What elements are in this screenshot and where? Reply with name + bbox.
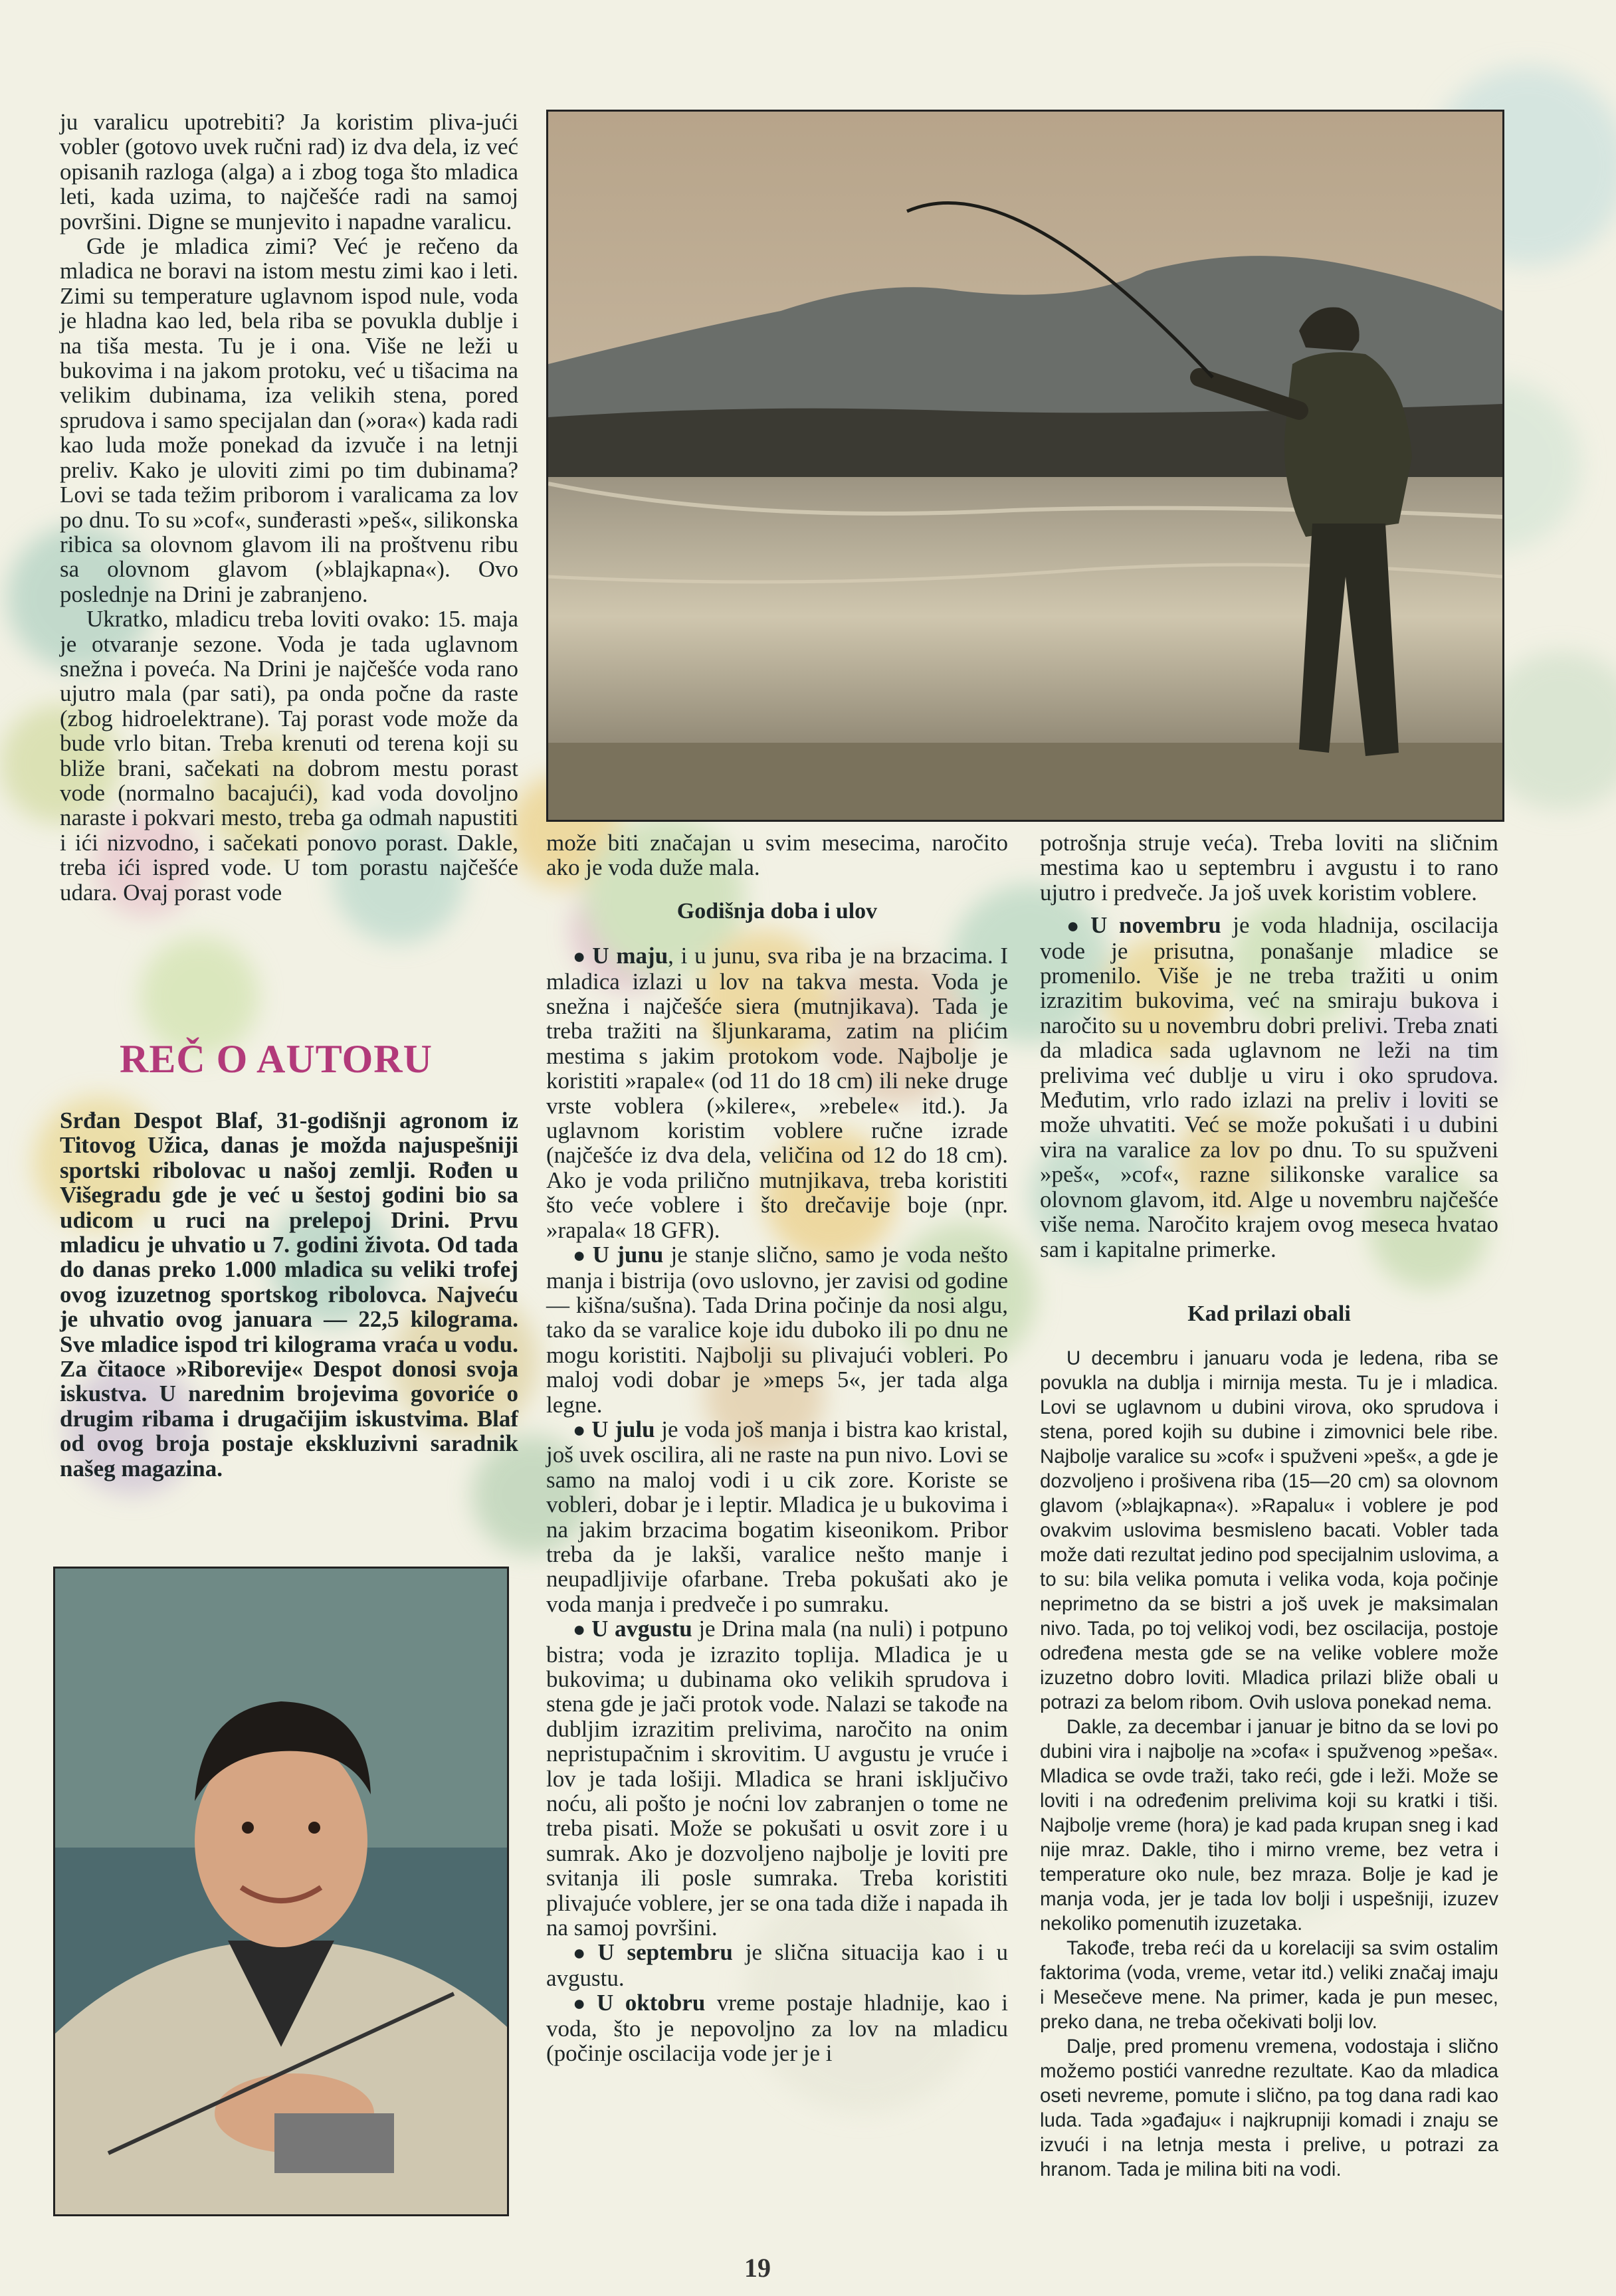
paragraph: ju varalicu upotrebiti? Ja koristim pliva-jući vobler (gotovo uvek ručni rad) iz dva dela, iz već opisanih razloga (alga) a i zbog toga što mladica leti, kada uzima, to najčešće radi na samoj površini. Digne se munjevito i napadne varalicu. (60, 109, 519, 235)
paragraph: Dakle, za decembar i januar je bitno da se lovi po dubini vira i najbolje na »cofa« i spužvenog »peša«. Mladica se ovde traži, tako reći, gde i leži. Može se loviti i na određenim prelivima koji su kratki i tiši. Najbolje vreme (hora) je kad pada krupan sneg i kad nije mraz. Dakle, tiho i mirno vreme, bez vetra i temperature oko nule, bez mraza. Bolje je kad je manja voda, jer je tada lov bolji i uspešniji, izuzev nekoliko pomenutih izuzetaka. (1040, 1716, 1498, 1935)
column3 (1040, 830, 1498, 2182)
author-section-title: REČ O AUTORU (120, 1037, 433, 1081)
paragraph: U decembru i januaru voda je ledena, riba se povukla na dublja i mirnija mesta. Tu je i mladica. Lovi se uglavnom u dubini virova, oko sprudova i stena, pored kojih su dubine i zimovnici bele ribe. Najbolje varalice su »cof« i spužveni »peš«, a gde je dozvoljeno i prošivena riba (15—20 cm) sa olovnom glavom (»blajkapna«). »Rapalu« i voblere je pod ovakvim uslovima besmisleno bacati. Vobler tada može dati rezultat jedino pod specijalnim uslovima, a to su: bila velika pomuta i velika voda, koja počinje neprimetno da se bistri a još uvek je maksimalan nivo. Tada, po toj velikoj vodi, bez oscilacija, postoje određena mesta gde se na velike voblere može izuzetno dobro loviti. Mladica prilazi bliže obali u potrazi za belom ribom. Ovih uslova ponekad nema. (1040, 1347, 1498, 1714)
bullet-icon: ● (573, 1617, 587, 1642)
month-text: je Drina mala (na nuli) i potpuno bistra; voda je izrazito toplija. Mladica je u bukovima; u dubinama oko velikih sprudova i stena gde je jači protok vode. Nalazi se takođe na dubljim izrazitim prelivima, naročito na onim nepristupačnim i skrovitim. U avgustu je vruće i lov je tada lošiji. Mladica se hrani isključivo noću, ali pošto je noćni lov zabranjen o tome ne treba pisati. Može se pokušati u osvit zore i u sumrak. Ako je dozvoljeno najbolje je loviti pre svitanja ili posle sumraka. Treba koristiti plivajuće voblere, jer se ona tada diže i napada ih na samoj površini. (546, 1616, 1009, 1941)
month-text: je voda još manja i bistra kao kristal, još uvek oscilira, ali ne raste na pun nivo. Lovi se samo na maloj vodi i u cik zore. Koriste se vobleri, dobar je i leptir. Mladica je u bukovima i na jakim brzacima bogatim kiseonikom. Pribor treba da je lakši, varalice nešto manje i neupadljivije ofarbane. Treba pokušati ako je voda manja i predveče i po sumraku. (546, 1416, 1009, 1617)
column1-top (60, 110, 518, 905)
paragraph: Dalje, pred promenu vremena, vodostaja i slično možemo postići vanredne rezultate. Kao da mladica oseti nevreme, pomute i slično, pa tog dana radi kao luda. Tada »gađaju« i najkrupniji komadi i znaju se izvući i na letnja mesta i prelive, u potrazi za hranom. Tada je milina biti na vodi. (1040, 2036, 1498, 2181)
month-label: U julu (591, 1416, 655, 1442)
author-bio: Srđan Despot Blaf, 31-godišnji agronom iz Titovog Užica, danas je možda najuspešniji sportski ribolovac u našoj zemlji. Rođen u Višegradu gde je već u šestoj godini bio sa udicom u ruci na prelepoj Drini. Prvu mladicu je uhvatio u 7. godini života. Od tada do danas preko 1.000 mladica su veliki trofej ovog izuzetnog sportskog ribolovca. Najveću je uhvatio ovog januara — 22,5 kilograma. Sve mladice ispod tri kilograma vraća u vodu. Za čitaoce »Riborevije« Despot donosi svoja iskustva. U narednim brojevima govoriće o drugim ribama i drugačijim iskustvima. Blaf od ovog broja postaje ekskluzivni saradnik našeg magazina. (60, 1107, 518, 1482)
page-number: 19 (744, 2253, 771, 2283)
month-label: U novembru (1090, 912, 1221, 939)
paragraph: može biti značajan u svim mesecima, naročito ako je voda duže mala. (546, 830, 1008, 881)
month-text: , i u junu, sva riba je na brzacima. I mladica izlazi u lov na takva mesta. Voda je snežna i najčešće siera (mutnjikava). Tada je treba tražiti na šljunkaramа, zatim na plićim mestima s jakim protokom vode. Najbolje je koristiti »rapale« (od 11 do 18 cm) ili neke druge vrste voblera (»kilere«, »rebele« itd.). Ja uglavnom koristim voblere ručne izrade (najčešće iz dva dela, veličina od 12 do 18 cm). Ako je voda prilično mutnjikava, treba koristiti što veće voblere i što drečavije boje (npr. »rapala« 18 GFR). (546, 943, 1008, 1243)
month-text: vreme postaje hladnije, kao i voda, što je nepovoljno za lov na mladicu (počinje oscilacija vode jer je i (546, 1990, 1009, 2067)
bullet-icon: ● (573, 1243, 587, 1268)
section-heading-seasons: Godišnja doba i ulov (676, 898, 878, 923)
month-paragraph (546, 1616, 1008, 1940)
month-label: U septembru (597, 1939, 733, 1966)
bullet-icon: ● (573, 1991, 592, 2016)
bullet-icon: ● (1066, 913, 1086, 938)
bullet-icon: ● (573, 944, 587, 969)
bullet-icon: ● (573, 1941, 593, 1965)
month-paragraph (546, 1940, 1008, 1990)
month-label: U oktobru (597, 1990, 706, 2016)
river-fishing-illustration (548, 112, 1502, 820)
paragraph: Ukratko, mladicu treba loviti ovako: 15. maja je otvaranje sezone. Voda je tada uglavnom snežna i poveća. Na Drini je najčešće voda rano ujutro mala (par sati), pa onda počne da raste (zbog hidroelektrane). Taj porast vode može da bude vrlo bitan. Treba krenuti od terena koji su bliže brani, sačekati na dobrom mestu porast vode (normalno bacajući), kad voda dovoljno naraste i pokvari mesto, treba ga odmah napustiti i ići nizvodno, i sačekati ponovo porast. Dakle, treba ići ispred vode. U tom porastu najčešće udara. Ovaj porast vode (60, 606, 518, 906)
month-paragraph (1040, 913, 1498, 1262)
month-text: je slična situacija kao i u avgustu. (546, 1939, 1008, 1991)
column2 (546, 830, 1008, 2066)
month-paragraph (546, 943, 1008, 1242)
paragraph: Takođe, treba reći da u korelaciji sa svim ostalim faktorima (voda, vreme, vetar itd.) veliki značaj imaju i Mesečeve mene. Na primer, kada je pun mesec, preko dana, ne treba očekivati bolji lov. (1040, 1937, 1498, 2034)
month-text: je voda hladnija, oscilacija vode je prisutna, ponašanje mladice se promenilo. Više je ne treba tražiti u onim izrazitim bukovima, već na smiraju bukova i naročito su u novembru dobri prelivi. Treba znati da mladica sada uglavnom ne leži na tim prelivima već dublje u viru i oko sprudova. Međutim, vrlo rado izlazi na preliv i loviti se može uhvatiti. Već se može pokušati i u dubini vira na varalice za lov po dnu. To su spužveni »peš«, »cof«, razne silikonske varalice sa olovnom glavom, itd. Alge u novembru najčešće više nema. Naročito krajem ovog meseca hvatao sam i kapitalne primerke. (1040, 912, 1498, 1262)
month-paragraph (546, 1242, 1008, 1417)
shore-section-body (1040, 1346, 1498, 2182)
paragraph: potrošnja struje veća). Treba loviti na sličnim mestima kao u septembru i avgustu i to rano ujutro i predveče. Ja još uvek koristim voblere. (1040, 830, 1498, 906)
bullet-icon: ● (573, 1417, 587, 1442)
month-label: U maju (592, 943, 668, 969)
month-text: je stanje slično, samo je voda nešto manja i bistrija (ovo uslovno, jer zavisi od godine — kišna/sušna). Tada Drina počinje da nosi algu, tako da se varalice koje idu duboko ili po dnu ne mogu koristiti. Najbolji su plivajući vobleri. Po maloj vodi dobar je »meps 5«, jer tada alga legne. (546, 1242, 1009, 1418)
author-photo (53, 1567, 509, 2216)
month-label: U avgustu (591, 1616, 692, 1642)
author-portrait (55, 1569, 507, 2214)
month-paragraph (546, 1417, 1008, 1616)
month-paragraph (546, 1990, 1008, 2065)
paragraph: Gde je mladica zimi? Već je rečeno da mladica ne boravi na istom mestu zimi kao i leti. Zimi su temperature uglavnom ispod nule, voda je hladna kao led, bela riba se povukla dublje i na tiša mesta. Tu je i ona. Više ne leži u bukovima i na jakom protoku, već u tišacima na velikim dubinama, iza velikih stena, pored sprudova i samo specijalan dan (»ora«) kada radi kao luda može ponekad da izvuče i na letnji preliv. Kako je uloviti zimi po tim dubinama? Lovi se tada težim priborom i varalicama za lov po dnu. To su »cof«, sunđerasti »peš«, silikonska ribica sa olovnom glavom ili na proštvenu ribu sa olovnom glavom (»blajkapna«). Ovo poslednje na Drini je zabranjeno. (60, 233, 518, 607)
month-label: U junu (592, 1242, 664, 1268)
section-heading-shore: Kad prilazi obali (1187, 1301, 1351, 1326)
river-fishing-photo (546, 110, 1504, 822)
